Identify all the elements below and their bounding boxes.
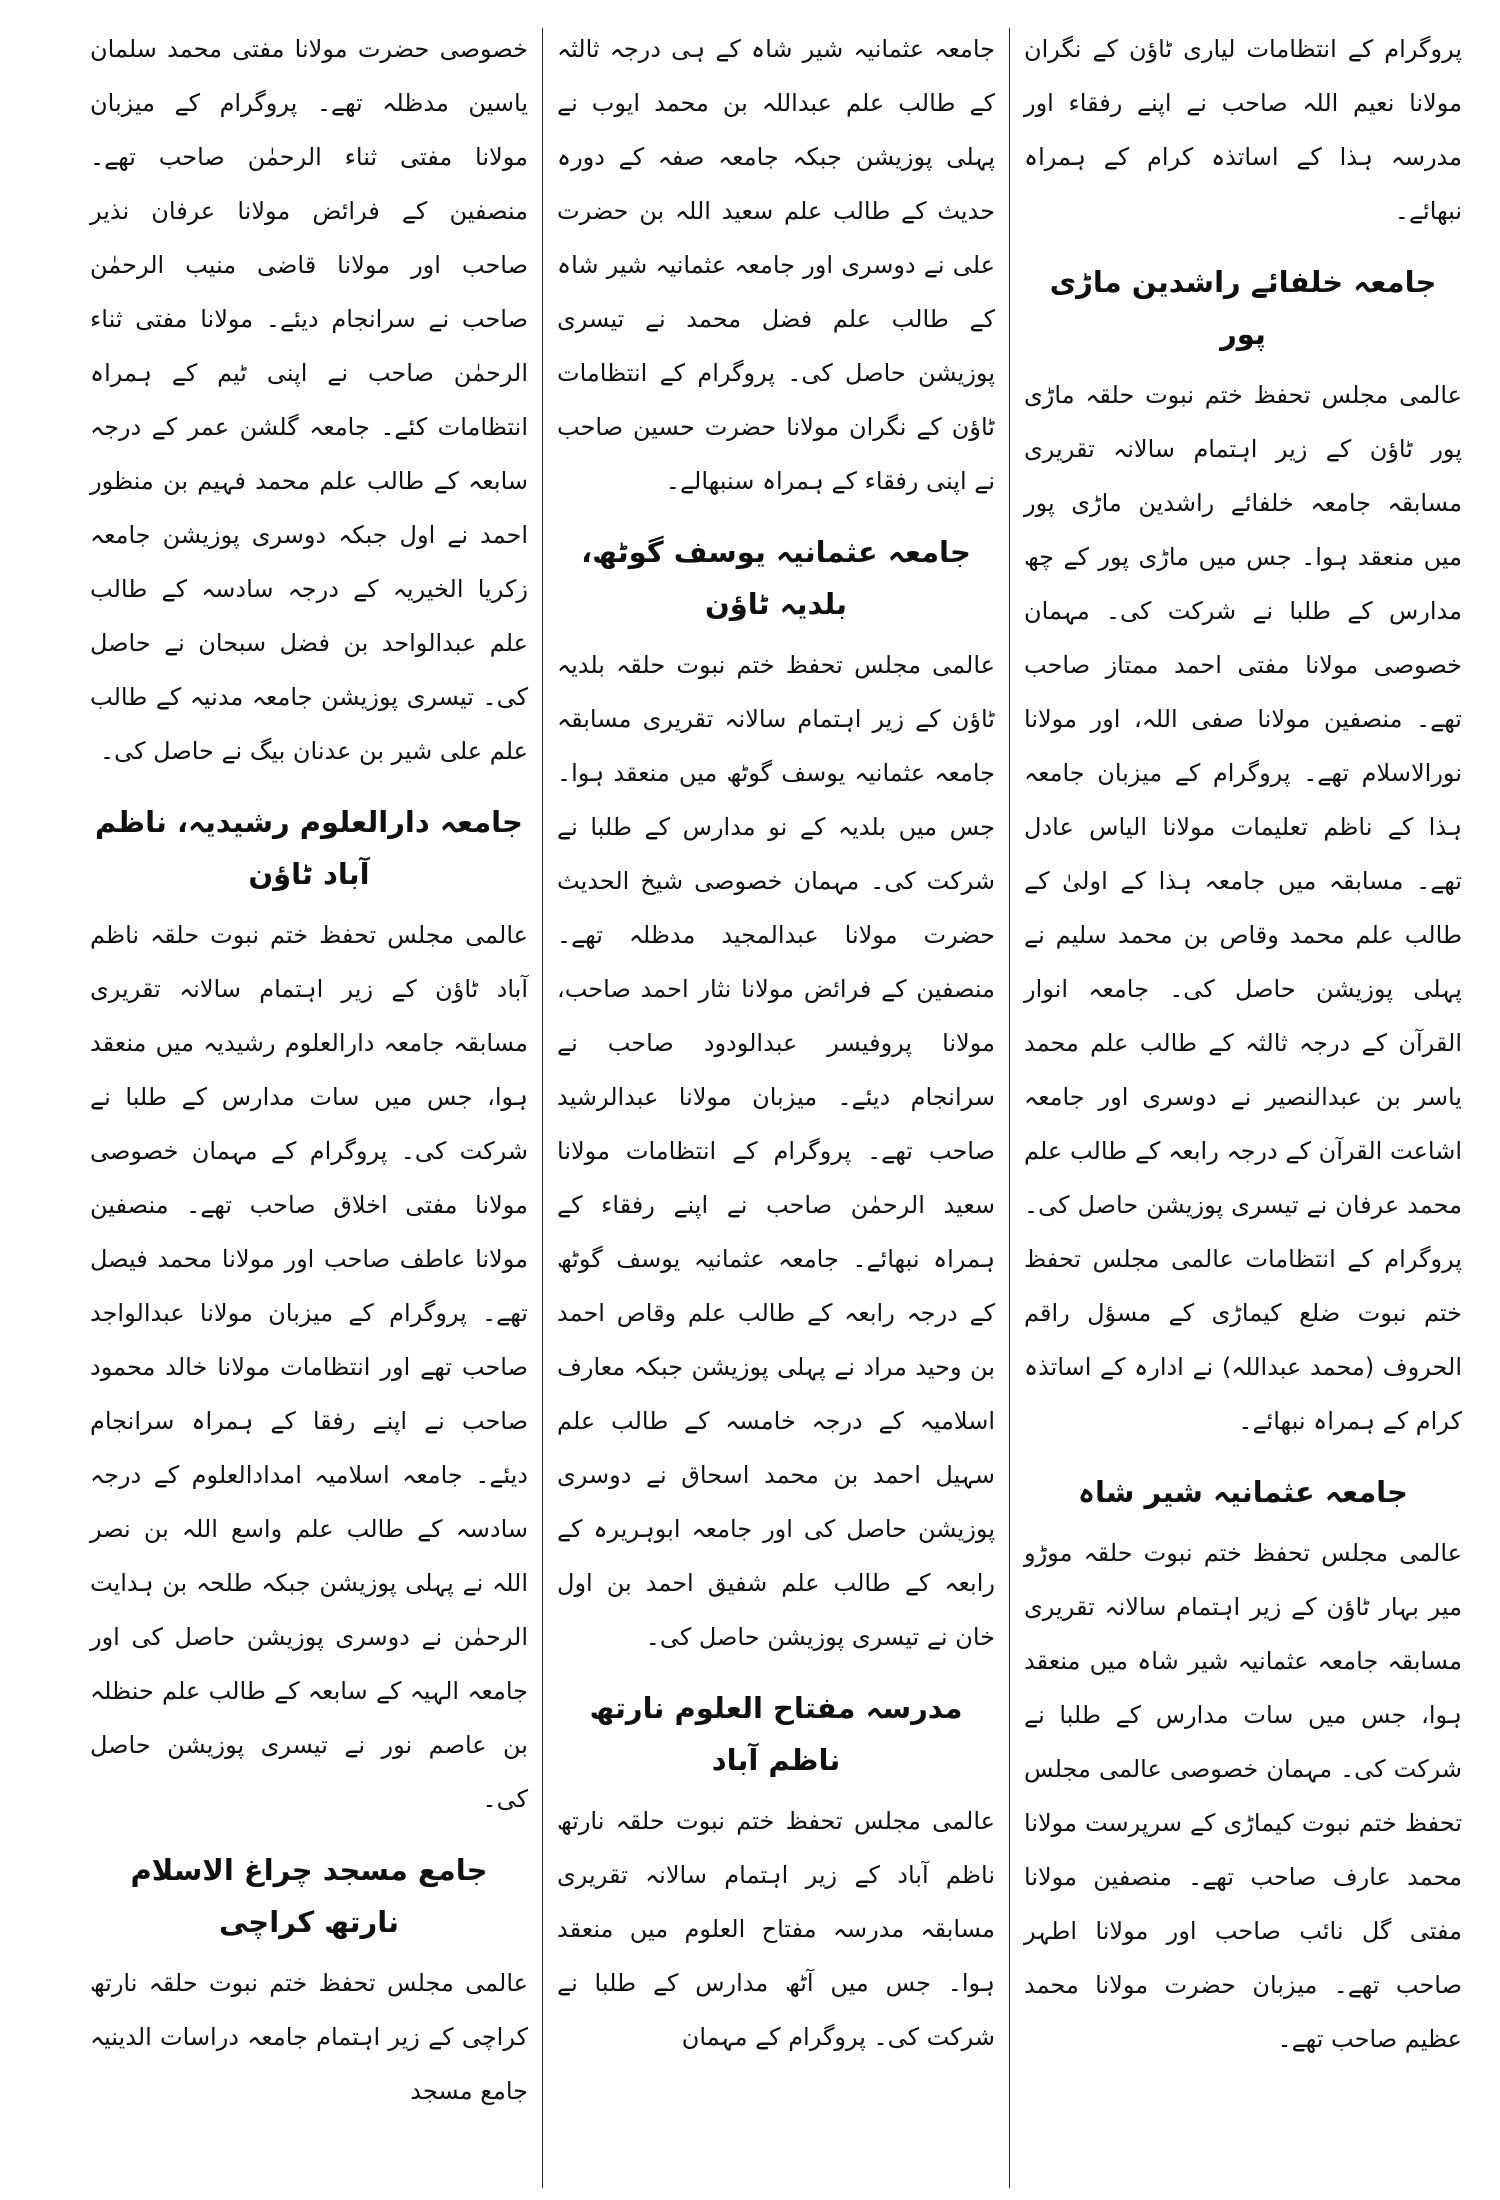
article-paragraph: خصوصی حضرت مولانا مفتی محمد سلمان یاسین مدظلہ تھے۔ پروگرام کے میزبان مولانا مفتی ثناء الرحمٰن صاحب تھے۔ منصفین کے فرائض مولانا عرفان نذیر صاحب اور مولانا قاضی منیب الرحمٰن صاحب نے سرانجام دیئے۔ مولانا مفتی ثناء الرحمٰن صاحب نے اپنی ٹیم کے ہمراہ انتظامات کئے۔ جامعہ گلشن عمر کے درجہ سابعہ کے طالب علم محمد فہیم بن منظور احمد نے اول جبکہ دوسری پوزیشن جامعہ زکریا الخیریہ کے درجہ سادسہ کے طالب علم عبدالواحد بن فضل سبحان نے حاصل کی۔ تیسری پوزیشن جامعہ مدنیہ کے طالب علم علی شیر بن عدنان بیگ نے حاصل کی۔ xyxy=(90,35,528,765)
column-middle xyxy=(543,22,1009,2200)
column-right xyxy=(1010,22,1476,2200)
article-paragraph: عالمی مجلس تحفظ ختم نبوت حلقہ موڑو میر بہار ٹاؤن کے زیر اہتمام سالانہ تقریری مسابقہ جامعہ عثمانیہ شیر شاہ میں منعقد ہوا، جس میں سات مدارس کے طلبا نے شرکت کی۔ مہمان خصوصی عالمی مجلس تحفظ ختم نبوت کیماڑی کے سرپرست مولانا محمد عارف صاحب تھے۔ منصفین مولانا مفتی گل نائب صاحب اور مولانا اطہر صاحب تھے۔ میزبان حضرت مولانا محمد عظیم صاحب تھے۔ xyxy=(1024,1539,1462,2053)
article-paragraph: عالمی مجلس تحفظ ختم نبوت حلقہ نارتھ ناظم آباد کے زیر اہتمام سالانہ تقریری مسابقہ مدرسہ مفتاح العلوم میں منعقد ہوا۔ جس میں آٹھ مدارس کے طلبا نے شرکت کی۔ پروگرام کے مہمان xyxy=(557,1807,995,2051)
section-heading: جامع مسجد چراغ الاسلام نارتھ کراچی xyxy=(130,1853,488,1939)
article-paragraph: پروگرام کے انتظامات لیاری ٹاؤن کے نگران مولانا نعیم اللہ صاحب نے اپنے رفقاء اور مدرسہ ہذا کے اساتذہ کرام کے ہمراہ نبھائے۔ xyxy=(1024,35,1462,225)
article-paragraph: عالمی مجلس تحفظ ختم نبوت حلقہ بلدیہ ٹاؤن کے زیر اہتمام سالانہ تقریری مسابقہ جامعہ عثمانیہ یوسف گوٹھ میں منعقد ہوا۔ جس میں بلدیہ کے نو مدارس کے طلبا نے شرکت کی۔ مہمان خصوصی شیخ الحدیث حضرت مولانا عبدالمجید مدظلہ تھے۔ منصفین کے فرائض مولانا نثار احمد صاحب، مولانا پروفیسر عبدالودود صاحب نے سرانجام دیئے۔ میزبان مولانا عبدالرشید صاحب تھے۔ پروگرام کے انتظامات مولانا سعید الرحمٰن صاحب نے اپنے رفقاء کے ہمراہ نبھائے۔ جامعہ عثمانیہ یوسف گوٹھ کے درجہ رابعہ کے طالب علم وقاص احمد بن وحید مراد نے پہلی پوزیشن جبکہ معارف اسلامیہ کے درجہ خامسہ کے طالب علم سہیل احمد بن محمد اسحاق نے دوسری پوزیشن حاصل کی اور جامعہ ابوہریرہ کے رابعہ کے طالب علم شفیق احمد بن اول خان نے تیسری پوزیشن حاصل کی۔ xyxy=(557,651,995,1651)
column-left xyxy=(76,22,542,2200)
section-heading: جامعہ عثمانیہ یوسف گوٹھ، بلدیہ ٹاؤن xyxy=(581,535,971,621)
section-heading: جامعہ دارالعلوم رشیدیہ، ناظم آباد ٹاؤن xyxy=(95,805,523,891)
article-paragraph: عالمی مجلس تحفظ ختم نبوت حلقہ نارتھ کراچی کے زیر اہتمام جامعہ دراسات الدینیہ جامع مسجد xyxy=(90,1969,528,2105)
article-paragraph: جامعہ عثمانیہ شیر شاہ کے ہی درجہ ثالثہ کے طالب علم عبداللہ بن محمد ایوب نے پہلی پوزیشن جبکہ جامعہ صفہ کے دورہ حدیث کے طالب علم سعید اللہ بن حضرت علی نے دوسری اور جامعہ عثمانیہ شیر شاہ کے طالب علم فضل محمد نے تیسری پوزیشن حاصل کی۔ پروگرام کے انتظامات ٹاؤن کے نگران مولانا حضرت حسین صاحب نے اپنی رفقاء کے ہمراہ سنبھالے۔ xyxy=(557,35,995,495)
section-heading: جامعہ عثمانیہ شیر شاہ xyxy=(1078,1475,1408,1509)
section-heading: مدرسہ مفتاح العلوم نارتھ ناظم آباد xyxy=(589,1691,963,1777)
article-paragraph: عالمی مجلس تحفظ ختم نبوت حلقہ ماڑی پور ٹاؤن کے زیر اہتمام سالانہ تقریری مسابقہ جامعہ خلفائے راشدین ماڑی پور میں منعقد ہوا۔ جس میں ماڑی پور کے چھ مدارس کے طلبا نے شرکت کی۔ مہمان خصوصی مولانا مفتی احمد ممتاز صاحب تھے۔ منصفین مولانا صفی اللہ، اور مولانا نورالاسلام تھے۔ پروگرام کے میزبان جامعہ ہذا کے ناظم تعلیمات مولانا الیاس عادل تھے۔ مسابقہ میں جامعہ ہذا کے اولیٰ کے طالب علم محمد وقاص بن محمد سلیم نے پہلی پوزیشن حاصل کی۔ جامعہ انوار القرآن کے درجہ ثالثہ کے طالب علم محمد یاسر بن عبدالنصیر نے دوسری اور جامعہ اشاعت القرآن کے درجہ رابعہ کے طالب علم محمد عرفان نے تیسری پوزیشن حاصل کی۔ پروگرام کے انتظامات عالمی مجلس تحفظ ختم نبوت ضلع کیماڑی کے مسؤل راقم الحروف (محمد عبداللہ) نے ادارہ کے اساتذہ کرام کے ہمراہ نبھائے۔ xyxy=(1024,381,1462,1435)
column-divider xyxy=(1009,28,1010,2188)
section-heading: جامعہ خلفائے راشدین ماڑی پور xyxy=(1049,265,1437,351)
column-divider xyxy=(542,28,543,2188)
article-paragraph: عالمی مجلس تحفظ ختم نبوت حلقہ ناظم آباد ٹاؤن کے زیر اہتمام سالانہ تقریری مسابقہ جامعہ دارالعلوم رشیدیہ میں منعقد ہوا، جس میں سات مدارس کے طلبا نے شرکت کی۔ پروگرام کے مہمان خصوصی مولانا مفتی اخلاق صاحب تھے۔ منصفین مولانا عاطف صاحب اور مولانا محمد فیصل تھے۔ پروگرام کے میزبان مولانا عبدالواجد صاحب تھے اور انتظامات مولانا خالد محمود صاحب نے اپنے رفقا کے ہمراہ سرانجام دیئے۔ جامعہ اسلامیہ امدادالعلوم کے درجہ سادسہ کے طالب علم واسع اللہ بن نصر اللہ نے پہلی پوزیشن جبکہ طلحہ بن ہدایت الرحمٰن نے دوسری پوزیشن حاصل کی اور جامعہ الہیہ کے سابعہ کے طالب علم حنظلہ بن عاصم نور نے تیسری پوزیشن حاصل کی۔ xyxy=(90,921,528,1813)
